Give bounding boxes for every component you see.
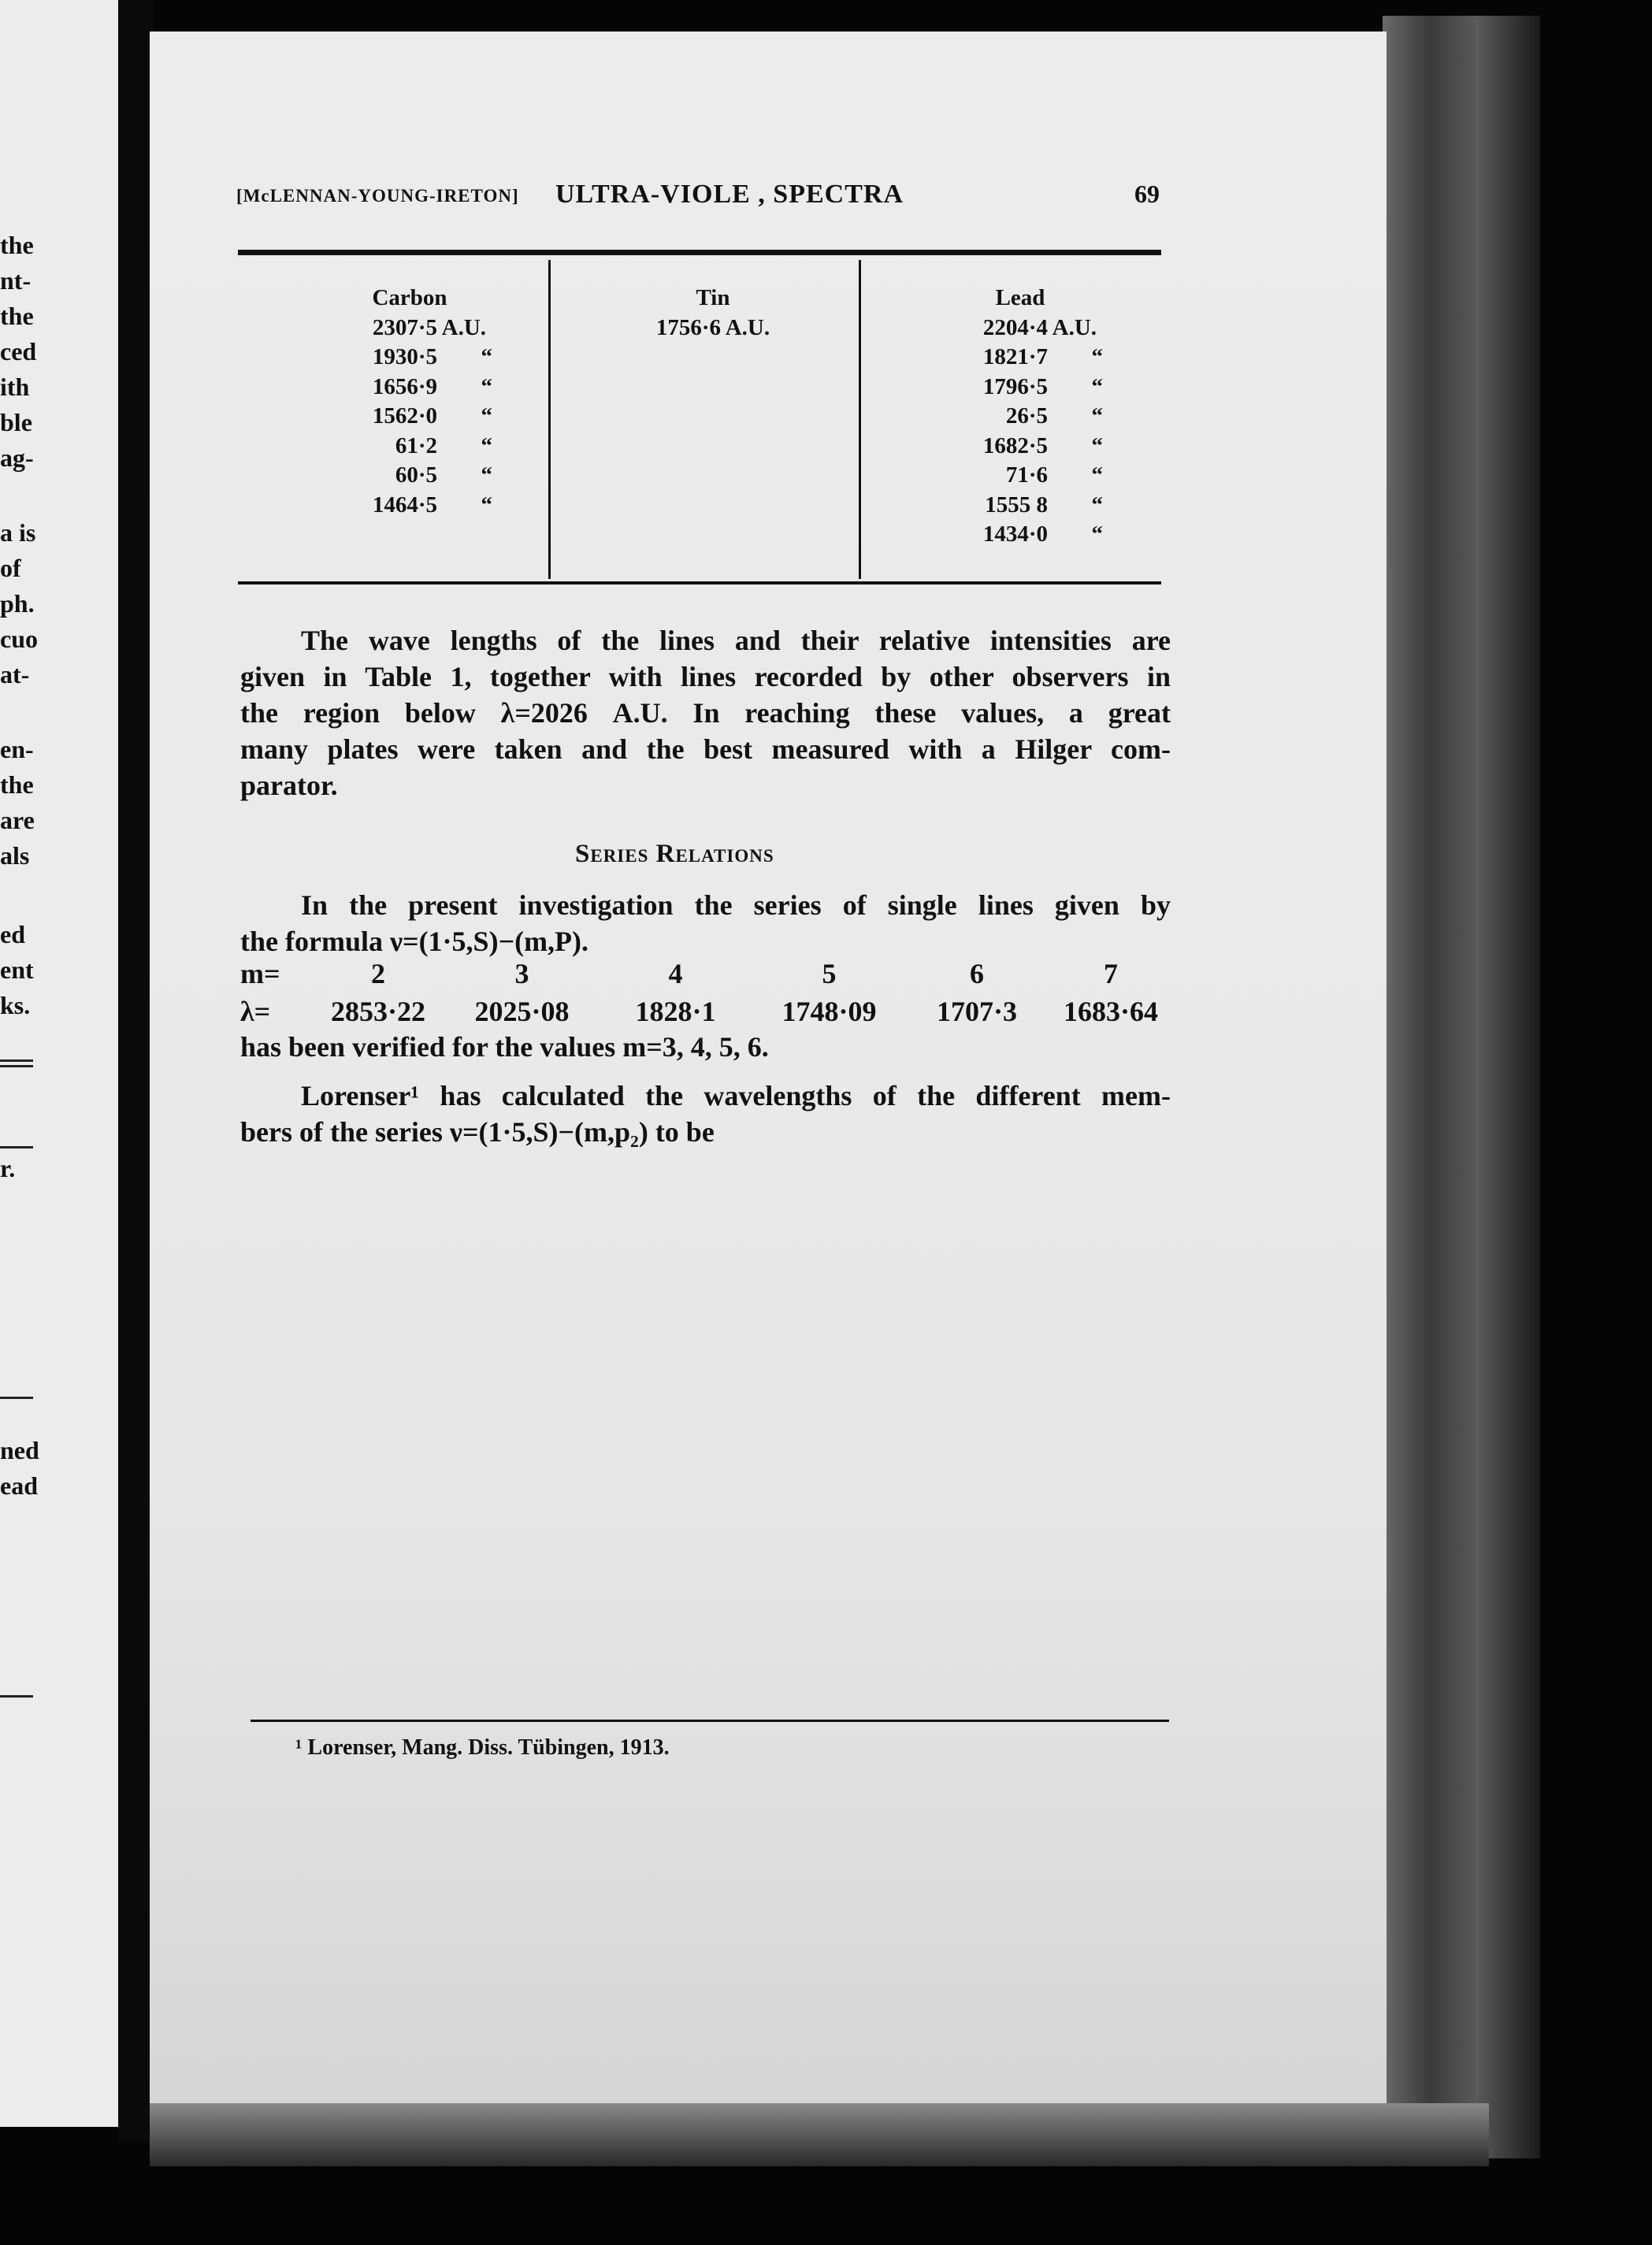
cell-value: 60·5 <box>395 462 437 488</box>
m-value: 3 <box>514 958 529 989</box>
cell-value: 26·5 <box>1005 403 1048 429</box>
left-fragment: ph. <box>0 589 35 618</box>
cell-value: 61·2 <box>395 432 437 458</box>
lambda-label: λ= <box>240 996 271 1027</box>
table-cell <box>922 432 1119 462</box>
left-fragment: ag- <box>0 443 34 472</box>
book-gutter <box>118 0 154 2143</box>
left-fragment: nt- <box>0 266 32 295</box>
table-cell <box>922 343 1119 373</box>
table-cell <box>922 402 1119 432</box>
column-title: Lead <box>995 285 1045 310</box>
table-cell <box>622 314 804 343</box>
cell-value: 1464·5 <box>372 492 437 518</box>
table-row <box>240 955 1174 993</box>
left-fragment: cuo <box>0 625 38 653</box>
left-fragment: ed <box>0 920 25 948</box>
left-rule <box>0 1065 33 1067</box>
left-fragment: are <box>0 806 35 834</box>
left-rule <box>0 1146 33 1148</box>
table-cell <box>922 520 1119 550</box>
cell-unit: “ <box>481 344 492 369</box>
series-values-table <box>240 955 1174 1030</box>
left-fragment: ks. <box>0 991 31 1019</box>
table-cell <box>311 461 508 491</box>
left-rule <box>0 1059 33 1062</box>
table-column-divider <box>548 260 551 579</box>
table-cell <box>922 461 1119 491</box>
left-fragment: the <box>0 302 34 330</box>
table-bottom-rule <box>238 581 1161 584</box>
lambda-value: 2853·22 <box>330 996 425 1027</box>
cell-value: 1562·0 <box>372 403 437 429</box>
column-title: Tin <box>696 285 730 310</box>
left-fragment: en- <box>0 735 34 763</box>
cell-unit: “ <box>1091 492 1103 518</box>
table-cell <box>311 314 508 343</box>
page-bottom-shadow <box>150 2103 1489 2166</box>
text-line: given in Table 1, together with lines recorded by other observers in <box>240 661 1171 692</box>
left-fragment: r. <box>0 1154 16 1182</box>
book-page-edges <box>1383 16 1540 2158</box>
cell-value: 2307·5 <box>372 314 437 340</box>
cell-value: 1434·0 <box>982 521 1048 547</box>
cell-unit: “ <box>1091 462 1103 488</box>
cell-unit: “ <box>1091 403 1103 429</box>
table-cell <box>311 402 508 432</box>
cell-unit: “ <box>481 492 492 518</box>
cell-unit: A.U. <box>725 314 770 340</box>
m-value: 5 <box>822 958 837 989</box>
m-value: 4 <box>668 958 683 989</box>
running-head-title: ULTRA-VIOLE , SPECTRA <box>555 180 904 209</box>
left-fragment: the <box>0 770 34 799</box>
cell-value: 1796·5 <box>982 373 1048 399</box>
left-fragment: at- <box>0 660 30 688</box>
section-heading: Series Relations <box>575 840 774 868</box>
lambda-value: 2025·08 <box>474 996 570 1027</box>
m-value: 7 <box>1104 958 1118 989</box>
table-cell <box>922 314 1119 343</box>
cell-value: 1682·5 <box>982 432 1048 458</box>
left-fragment: ned <box>0 1436 39 1464</box>
left-fragment: ble <box>0 408 32 436</box>
cell-unit: “ <box>481 462 492 488</box>
table-cell <box>922 491 1119 521</box>
cell-unit: “ <box>481 373 492 399</box>
table-row <box>240 993 1174 1030</box>
cell-value: 71·6 <box>1005 462 1048 488</box>
cell-value: 1821·7 <box>982 344 1048 369</box>
cell-unit: “ <box>1091 344 1103 369</box>
left-fragment: a is <box>0 518 36 547</box>
cell-unit: “ <box>1091 373 1103 399</box>
left-fragment: the <box>0 231 34 259</box>
header-rule <box>238 250 1161 255</box>
table-cell <box>311 491 508 521</box>
text-line: the region below λ=2026 A.U. In reaching these values, a great <box>240 697 1171 729</box>
left-fragment: ced <box>0 337 37 366</box>
text-line: many plates were taken and the best measured with a Hilger com- <box>240 733 1171 765</box>
lambda-value: 1683·64 <box>1063 996 1158 1027</box>
column-title: Carbon <box>372 285 447 310</box>
cell-unit: “ <box>1091 432 1103 458</box>
cell-unit: “ <box>1091 521 1103 547</box>
cell-value: 1930·5 <box>372 344 437 369</box>
cell-unit: A.U. <box>1052 314 1097 340</box>
text-line: has been verified for the values m=3, 4, 5, 6. <box>240 1031 769 1063</box>
page-number: 69 <box>1134 180 1160 208</box>
table-column-tin <box>622 284 804 343</box>
lambda-value: 1748·09 <box>781 996 877 1027</box>
cell-value: 1555 8 <box>985 492 1048 518</box>
table-column-lead <box>922 284 1119 550</box>
text-line: the formula ν=(1·5,S)−(m,P). <box>240 926 589 957</box>
cell-value: 2204·4 <box>982 314 1048 340</box>
left-rule <box>0 1695 33 1698</box>
cell-value: 1756·6 <box>655 314 722 340</box>
cell-unit: “ <box>481 403 492 429</box>
m-value: 6 <box>970 958 984 989</box>
left-rule <box>0 1397 33 1399</box>
running-head-authors: [McLENNAN-YOUNG-IRETON] <box>236 186 519 206</box>
footnote: ¹ Lorenser, Mang. Diss. Tübingen, 1913. <box>295 1735 670 1760</box>
left-fragment: ent <box>0 956 34 984</box>
text-line: bers of the series ν=(1·5,S)−(m,p₂) to be <box>240 1116 715 1148</box>
footnote-rule <box>251 1720 1169 1722</box>
text-line: In the present investigation the series of single lines given by <box>301 889 1171 921</box>
table-column-divider <box>859 260 861 579</box>
table-cell <box>311 432 508 462</box>
table-cell <box>311 343 508 373</box>
table-cell <box>922 373 1119 403</box>
lambda-value: 1707·3 <box>936 996 1017 1027</box>
left-fragment: ead <box>0 1471 38 1500</box>
left-fragment: ith <box>0 373 30 401</box>
left-fragment: als <box>0 841 30 870</box>
table-cell <box>311 373 508 403</box>
m-label: m= <box>240 958 280 989</box>
left-fragment: of <box>0 554 21 582</box>
cell-unit: “ <box>481 432 492 458</box>
cell-value: 1656·9 <box>372 373 437 399</box>
lambda-value: 1828·1 <box>635 996 716 1027</box>
text-line: The wave lengths of the lines and their relative intensities are <box>301 625 1171 656</box>
text-line: parator. <box>240 770 338 801</box>
m-value: 2 <box>371 958 385 989</box>
cell-unit: A.U. <box>441 314 487 340</box>
text-line: Lorenser¹ has calculated the wavelengths of the different mem- <box>301 1080 1171 1111</box>
table-column-carbon <box>311 284 508 520</box>
